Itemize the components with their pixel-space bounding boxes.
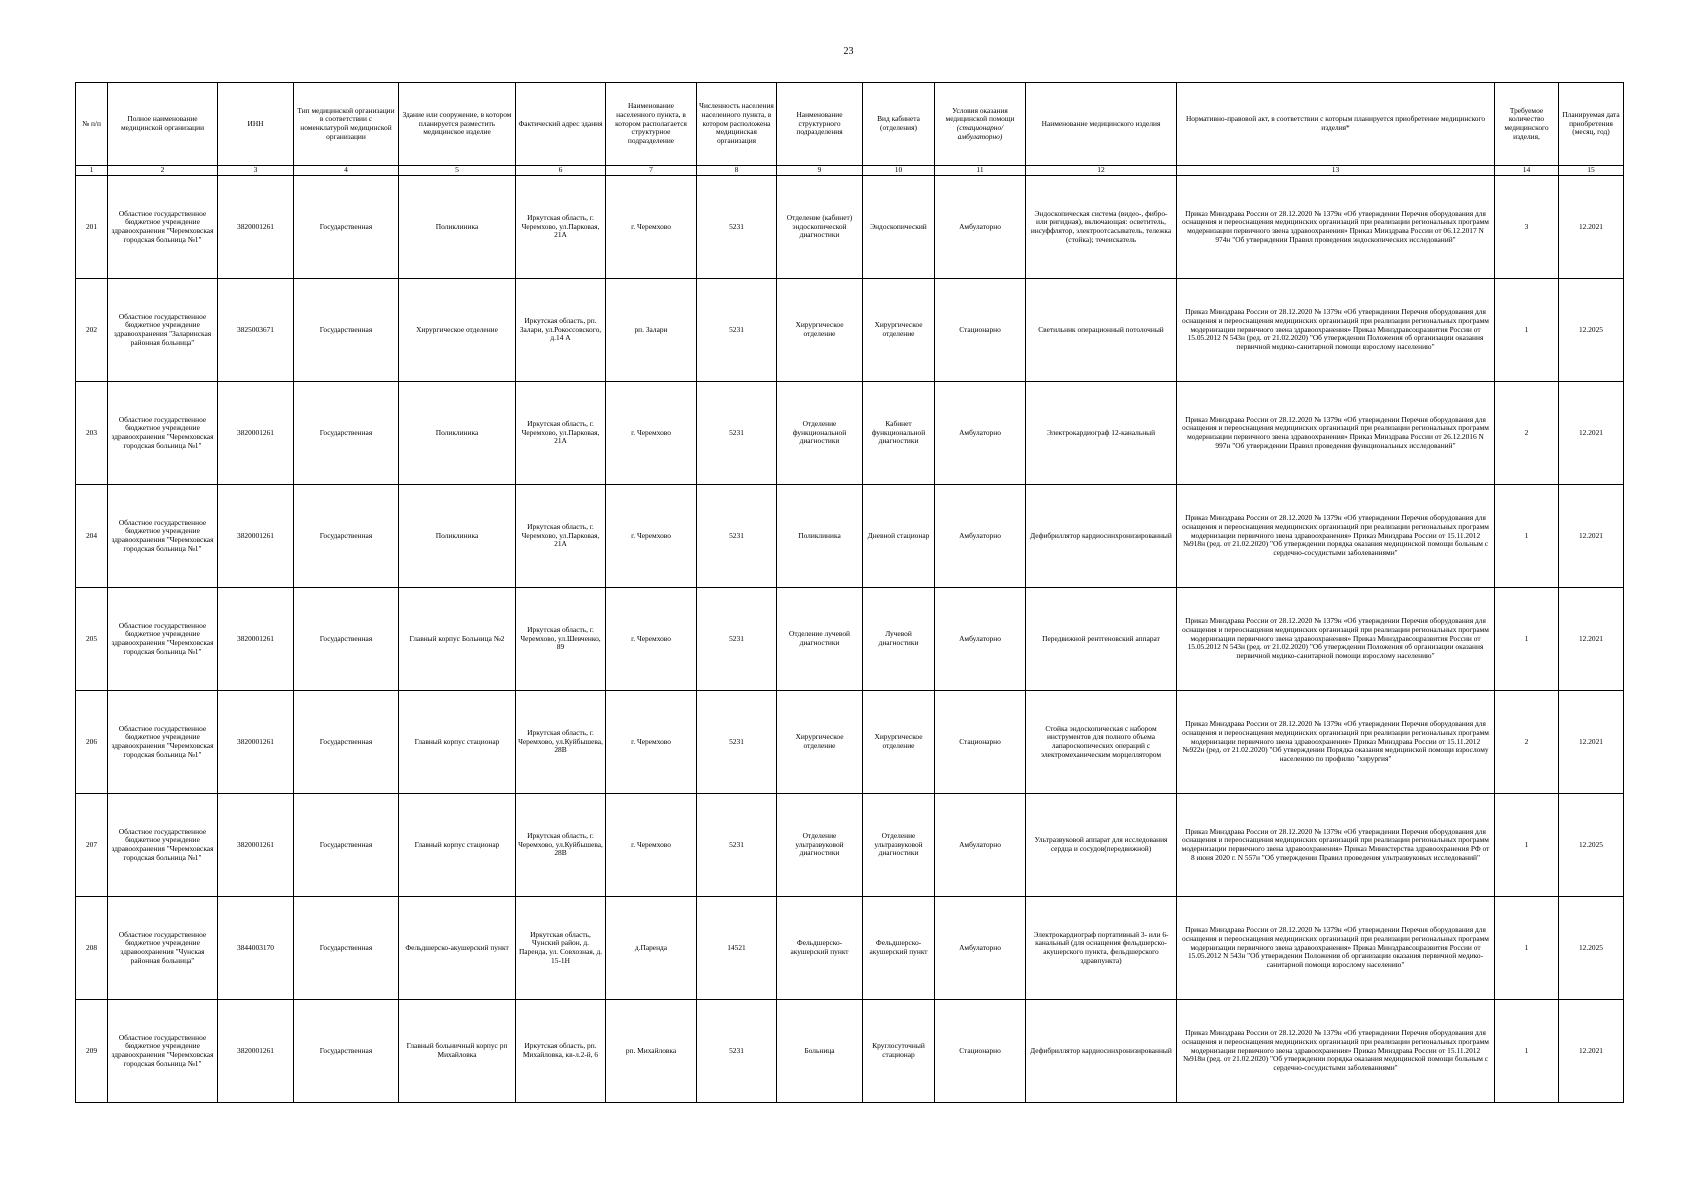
population-cell: 5231	[697, 279, 777, 382]
care-conditions-cell: Амбулаторно	[935, 485, 1026, 588]
settlement-cell: г. Черемхово	[606, 794, 697, 897]
cabinet-type-cell: Дневной стационар	[863, 485, 935, 588]
purchase-date-cell: 12.2021	[1559, 1000, 1624, 1103]
population-cell: 5231	[697, 1000, 777, 1103]
quantity-cell: 2	[1495, 691, 1559, 794]
quantity-cell: 1	[1495, 588, 1559, 691]
quantity-cell: 1	[1495, 897, 1559, 1000]
purchase-date-cell: 12.2021	[1559, 176, 1624, 279]
care-conditions-cell: Амбулаторно	[935, 588, 1026, 691]
building-cell: Главный корпус стационар	[399, 691, 516, 794]
column-number: 8	[697, 166, 777, 176]
inn-cell: 3820001261	[218, 588, 294, 691]
column-number: 2	[108, 166, 218, 176]
cabinet-type-cell: Эндоскопический	[863, 176, 935, 279]
address-cell: Иркутская область, г. Черемхово, ул.Шевченко, 89	[516, 588, 606, 691]
table-row	[76, 794, 1624, 897]
address-cell: Иркутская область, рп. Михайловка, кв-л.2-й, 6	[516, 1000, 606, 1103]
care-conditions-cell: Амбулаторно	[935, 176, 1026, 279]
cabinet-type-cell: Хирургическое отделение	[863, 691, 935, 794]
population-cell: 5231	[697, 588, 777, 691]
organization-type-cell: Государственная	[294, 382, 399, 485]
care-conditions-cell: Стационарно	[935, 1000, 1026, 1103]
table-row	[76, 1000, 1624, 1103]
structural-unit-cell: Фельдшерско-акушерский пункт	[777, 897, 863, 1000]
column-number: 6	[516, 166, 606, 176]
population-cell: 5231	[697, 485, 777, 588]
column-number: 9	[777, 166, 863, 176]
header-cell: Наименование структурного подразделения	[777, 83, 863, 166]
address-cell: Иркутская область, г. Черемхово, ул.Парковая, 21А	[516, 176, 606, 279]
organization-name-cell: Областное государственное бюджетное учреждение здравоохранения "Черемховская городская больница №1"	[108, 691, 218, 794]
row-number-cell: 205	[76, 588, 108, 691]
settlement-cell: г. Черемхово	[606, 588, 697, 691]
header-cell: Наименование населенного пункта, в котором располагается структурное подразделение	[606, 83, 697, 166]
header-cell: Условия оказания медицинской помощи (стационарно/амбулаторно)	[935, 83, 1026, 166]
settlement-cell: г. Черемхово	[606, 485, 697, 588]
header-cell: Здание или сооружение, в котором планируется разместить медицинское изделие	[399, 83, 516, 166]
header-cell: Нормативно-правовой акт, в соответствии с которым планируется приобретение медицинского изделия*	[1177, 83, 1495, 166]
inn-cell: 3820001261	[218, 382, 294, 485]
purchase-date-cell: 12.2021	[1559, 485, 1624, 588]
organization-name-cell: Областное государственное бюджетное учреждение здравоохранения "Заларинская районная больница"	[108, 279, 218, 382]
table-row	[76, 588, 1624, 691]
cabinet-type-cell: Круглосуточный стационар	[863, 1000, 935, 1103]
header-cell: Вид кабинета (отделения)	[863, 83, 935, 166]
address-cell: Иркутская область, г. Черемхово, ул.Куйбышева, 28В	[516, 794, 606, 897]
equipment-table	[75, 82, 1624, 1103]
device-name-cell: Дефибриллятор кардиосинхронизированный	[1026, 485, 1177, 588]
header-cell: Численность населения населенного пункта, в котором расположена медицинская организация	[697, 83, 777, 166]
organization-type-cell: Государственная	[294, 691, 399, 794]
address-cell: Иркутская область, рп. Залари, ул.Рокоссовского, д.14 А	[516, 279, 606, 382]
cabinet-type-cell: Хирургическое отделение	[863, 279, 935, 382]
legal-act-cell: Приказ Минздрава России от 28.12.2020 № 1379н «Об утверждении Перечня оборудования для оснащения и переоснащения медицинских организаций при реализации региональных программ модернизации первичного звена здравоохранения» Приказ Минздравсоцразвития России от 15.05.2012 N 543н "Об утверждении Положения об организации оказания первичной медико-санитарной помощи взрослому населению"	[1177, 897, 1495, 1000]
row-number-cell: 207	[76, 794, 108, 897]
quantity-cell: 1	[1495, 1000, 1559, 1103]
column-number: 15	[1559, 166, 1624, 176]
organization-type-cell: Государственная	[294, 897, 399, 1000]
organization-name-cell: Областное государственное бюджетное учреждение здравоохранения "Чунская районная больница"	[108, 897, 218, 1000]
quantity-cell: 1	[1495, 279, 1559, 382]
header-cell: Наименование медицинского изделия	[1026, 83, 1177, 166]
purchase-date-cell: 12.2021	[1559, 588, 1624, 691]
organization-name-cell: Областное государственное бюджетное учреждение здравоохранения "Черемховская городская больница №1"	[108, 1000, 218, 1103]
address-cell: Иркутская область, г. Черемхово, ул.Куйбышева, 28В	[516, 691, 606, 794]
column-number: 14	[1495, 166, 1559, 176]
page-number: 23	[843, 46, 854, 57]
header-cell: Полное наименование медицинской организации	[108, 83, 218, 166]
building-cell: Поликлиника	[399, 485, 516, 588]
settlement-cell: рп. Михайловка	[606, 1000, 697, 1103]
header-cell: Требуемое количество медицинского изделия,	[1495, 83, 1559, 166]
organization-name-cell: Областное государственное бюджетное учреждение здравоохранения "Черемховская городская больница №1"	[108, 382, 218, 485]
device-name-cell: Стойка эндоскопическая с набором инструментов для полного объема лапароскопических операций с электромеханическим морцеллятором	[1026, 691, 1177, 794]
purchase-date-cell: 12.2021	[1559, 691, 1624, 794]
legal-act-cell: Приказ Минздрава России от 28.12.2020 № 1379н «Об утверждении Перечня оборудования для оснащения и переоснащения медицинских организаций при реализации региональных программ модернизации первичного звена здравоохранения» Приказ Минздрава России от 26.12.2016 N 997н "Об утверждении Правил проведения функциональных исследований"	[1177, 382, 1495, 485]
structural-unit-cell: Отделение ультразвуковой диагностики	[777, 794, 863, 897]
device-name-cell: Электрокардиограф 12-канальный	[1026, 382, 1177, 485]
header-cell: ИНН	[218, 83, 294, 166]
settlement-cell: г. Черемхово	[606, 382, 697, 485]
structural-unit-cell: Отделение (кабинет) эндоскопической диагностики	[777, 176, 863, 279]
row-number-cell: 202	[76, 279, 108, 382]
device-name-cell: Эндоскопическая система (видео-, фибро- или ригидная), включающая: осветитель, инсуффлятор, электроотсасыватель, тележка (стойка); течеискатель	[1026, 176, 1177, 279]
device-name-cell: Ультразвуковой аппарат для исследования сердца и сосудов(передвижной)	[1026, 794, 1177, 897]
structural-unit-cell: Поликлиника	[777, 485, 863, 588]
cabinet-type-cell: Отделение ультразвуковой диагностики	[863, 794, 935, 897]
address-cell: Иркутская область, г. Черемхово, ул.Парковая, 21А	[516, 485, 606, 588]
cabinet-type-cell: Фельдшерско-акушерский пункт	[863, 897, 935, 1000]
organization-type-cell: Государственная	[294, 279, 399, 382]
organization-type-cell: Государственная	[294, 485, 399, 588]
column-number: 12	[1026, 166, 1177, 176]
row-number-cell: 206	[76, 691, 108, 794]
address-cell: Иркутская область, Чунский район, д. Паренда, ул. Совхозная, д. 15-1Н	[516, 897, 606, 1000]
building-cell: Хирургическое отделение	[399, 279, 516, 382]
row-number-cell: 203	[76, 382, 108, 485]
population-cell: 5231	[697, 794, 777, 897]
care-conditions-cell: Стационарно	[935, 691, 1026, 794]
settlement-cell: рп. Залари	[606, 279, 697, 382]
inn-cell: 3820001261	[218, 176, 294, 279]
row-number-cell: 209	[76, 1000, 108, 1103]
purchase-date-cell: 12.2021	[1559, 382, 1624, 485]
legal-act-cell: Приказ Минздрава России от 28.12.2020 № 1379н «Об утверждении Перечня оборудования для оснащения и переоснащения медицинских организаций при реализации региональных программ модернизации первичного звена здравоохранения» Приказ Минздрава России от 15.11.2012 №918н (ред. от 21.02.2020) "Об утверждении порядка оказания медицинской помощи больным с сердечно-сосудистыми заболеваниями"	[1177, 1000, 1495, 1103]
table-row	[76, 176, 1624, 279]
organization-name-cell: Областное государственное бюджетное учреждение здравоохранения "Черемховская городская больница №1"	[108, 588, 218, 691]
building-cell: Поликлиника	[399, 382, 516, 485]
header-row	[76, 83, 1624, 166]
inn-cell: 3820001261	[218, 1000, 294, 1103]
structural-unit-cell: Хирургическое отделение	[777, 691, 863, 794]
building-cell: Главный корпус Больница №2	[399, 588, 516, 691]
organization-name-cell: Областное государственное бюджетное учреждение здравоохранения "Черемховская городская больница №1"	[108, 794, 218, 897]
building-cell: Главный корпус стационар	[399, 794, 516, 897]
column-number: 1	[76, 166, 108, 176]
legal-act-cell: Приказ Минздрава России от 28.12.2020 № 1379н «Об утверждении Перечня оборудования для оснащения и переоснащения медицинских организаций при реализации региональных программ модернизации первичного звена здравоохранения» Приказ Министерства здравоохранения РФ от 8 июня 2020 г. N 557н "Об утверждении Правил проведения ультразвуковых исследований"	[1177, 794, 1495, 897]
row-number-cell: 204	[76, 485, 108, 588]
column-number: 11	[935, 166, 1026, 176]
column-number: 3	[218, 166, 294, 176]
structural-unit-cell: Больница	[777, 1000, 863, 1103]
table-row	[76, 897, 1624, 1000]
settlement-cell: д.Паренда	[606, 897, 697, 1000]
building-cell: Поликлиника	[399, 176, 516, 279]
quantity-cell: 1	[1495, 794, 1559, 897]
legal-act-cell: Приказ Минздрава России от 28.12.2020 № 1379н «Об утверждении Перечня оборудования для оснащения и переоснащения медицинских организаций при реализации региональных программ модернизации первичного звена здравоохранения» Приказ Минздрава России от 06.12.2017 N 974н "Об утверждении Правил проведения эндоскопических исследований"	[1177, 176, 1495, 279]
table-row	[76, 382, 1624, 485]
organization-name-cell: Областное государственное бюджетное учреждение здравоохранения "Черемховская городская больница №1"	[108, 485, 218, 588]
inn-cell: 3820001261	[218, 794, 294, 897]
organization-type-cell: Государственная	[294, 794, 399, 897]
device-name-cell: Дефибриллятор кардиосинхронизированный	[1026, 1000, 1177, 1103]
address-cell: Иркутская область, г. Черемхово, ул.Парковая, 21А	[516, 382, 606, 485]
population-cell: 5231	[697, 176, 777, 279]
organization-type-cell: Государственная	[294, 176, 399, 279]
structural-unit-cell: Хирургическое отделение	[777, 279, 863, 382]
inn-cell: 3844003170	[218, 897, 294, 1000]
population-cell: 5231	[697, 382, 777, 485]
cabinet-type-cell: Кабинет функциональной диагностики	[863, 382, 935, 485]
building-cell: Фельдшерско-акушерский пункт	[399, 897, 516, 1000]
legal-act-cell: Приказ Минздрава России от 28.12.2020 № 1379н «Об утверждении Перечня оборудования для оснащения и переоснащения медицинских организаций при реализации региональных программ модернизации первичного звена здравоохранения» Приказ Минздрава России от 15.11.2012 №922н (ред. от 21.02.2020) "Об утверждении Порядка оказания медицинской помощи взрослому населению по профилю "хирургия"	[1177, 691, 1495, 794]
device-name-cell: Светильник операционный потолочный	[1026, 279, 1177, 382]
quantity-cell: 1	[1495, 485, 1559, 588]
organization-type-cell: Государственная	[294, 588, 399, 691]
building-cell: Главный больничный корпус рп Михайловка	[399, 1000, 516, 1103]
header-cell: № п/п	[76, 83, 108, 166]
column-number: 10	[863, 166, 935, 176]
legal-act-cell: Приказ Минздрава России от 28.12.2020 № 1379н «Об утверждении Перечня оборудования для оснащения и переоснащения медицинских организаций при реализации региональных программ модернизации первичного звена здравоохранения» Приказ Минздрава России от 15.11.2012 №918н (ред. от 21.02.2020) "Об утверждении порядка оказания медицинской помощи больным с сердечно-сосудистыми заболеваниями"	[1177, 485, 1495, 588]
purchase-date-cell: 12.2025	[1559, 897, 1624, 1000]
care-conditions-cell: Амбулаторно	[935, 382, 1026, 485]
header-cell: Планируемая дата приобретения (месяц, год)	[1559, 83, 1624, 166]
structural-unit-cell: Отделение функциональной диагностики	[777, 382, 863, 485]
table-row	[76, 691, 1624, 794]
table-row	[76, 485, 1624, 588]
header-cell: Тип медицинской организации в соответствии с номенклатурой медицинской организации	[294, 83, 399, 166]
quantity-cell: 3	[1495, 176, 1559, 279]
care-conditions-cell: Амбулаторно	[935, 794, 1026, 897]
inn-cell: 3825003671	[218, 279, 294, 382]
organization-name-cell: Областное государственное бюджетное учреждение здравоохранения "Черемховская городская больница №1"	[108, 176, 218, 279]
header-cell: Фактический адрес здания	[516, 83, 606, 166]
row-number-cell: 208	[76, 897, 108, 1000]
device-name-cell: Электрокардиограф портативный 3- или 6-канальный (для оснащения фельдшерско-акушерского пункта, фельдшерского здравпункта)	[1026, 897, 1177, 1000]
care-conditions-cell: Стационарно	[935, 279, 1026, 382]
quantity-cell: 2	[1495, 382, 1559, 485]
inn-cell: 3820001261	[218, 485, 294, 588]
purchase-date-cell: 12.2025	[1559, 794, 1624, 897]
row-number-cell: 201	[76, 176, 108, 279]
column-number: 5	[399, 166, 516, 176]
column-number-row	[76, 166, 1624, 176]
column-number: 7	[606, 166, 697, 176]
legal-act-cell: Приказ Минздрава России от 28.12.2020 № 1379н «Об утверждении Перечня оборудования для оснащения и переоснащения медицинских организаций при реализации региональных программ модернизации первичного звена здравоохранения» Приказ Минздравсоцразвития России от 15.05.2012 N 543н (ред. от 21.02.2020) "Об утверждении Положения об организации оказания первичной медико-санитарной помощи взрослому населению"	[1177, 588, 1495, 691]
column-number: 4	[294, 166, 399, 176]
column-number: 13	[1177, 166, 1495, 176]
cabinet-type-cell: Лучевой диагностики	[863, 588, 935, 691]
organization-type-cell: Государственная	[294, 1000, 399, 1103]
settlement-cell: г. Черемхово	[606, 176, 697, 279]
legal-act-cell: Приказ Минздрава России от 28.12.2020 № 1379н «Об утверждении Перечня оборудования для оснащения и переоснащения медицинских организаций при реализации региональных программ модернизации первичного звена здравоохранения» Приказ Минздравсоцразвития России от 15.05.2012 N 543н (ред. от 21.02.2020) "Об утверждении Положения об организации оказания первичной медико-санитарной помощи взрослому населению"	[1177, 279, 1495, 382]
table-row	[76, 279, 1624, 382]
care-conditions-cell: Амбулаторно	[935, 897, 1026, 1000]
settlement-cell: г. Черемхово	[606, 691, 697, 794]
device-name-cell: Передвижной рентгеновский аппарат	[1026, 588, 1177, 691]
population-cell: 5231	[697, 691, 777, 794]
population-cell: 14521	[697, 897, 777, 1000]
structural-unit-cell: Отделение лучевой диагностики	[777, 588, 863, 691]
inn-cell: 3820001261	[218, 691, 294, 794]
header-italic-note: (стационарно/амбулаторно)	[956, 123, 1004, 141]
purchase-date-cell: 12.2025	[1559, 279, 1624, 382]
